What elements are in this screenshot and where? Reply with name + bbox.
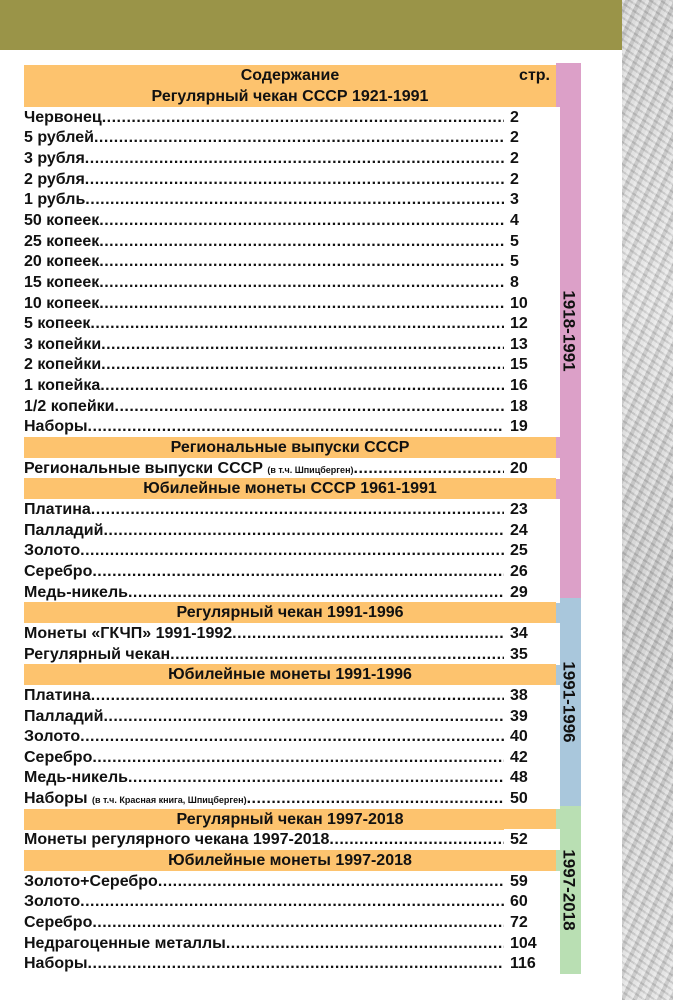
toc-entry[interactable] <box>24 293 556 314</box>
toc-entry[interactable] <box>24 169 556 190</box>
toc-entry[interactable] <box>24 933 556 954</box>
side-period-text: 1918-1991 <box>559 289 579 372</box>
section-title: Юбилейные монеты 1997-2018 <box>168 852 412 870</box>
page-column-header: стр. <box>519 67 550 84</box>
toc-entry-text: 25 копеек <box>24 232 100 250</box>
toc-entry-text: Платина <box>24 501 91 518</box>
toc-entry-page: 19 <box>504 416 560 437</box>
contents-header <box>24 65 556 86</box>
toc-entry-page: 5 <box>504 231 560 252</box>
toc-entry-label <box>24 127 504 148</box>
toc-entry[interactable] <box>24 871 556 892</box>
toc-entry[interactable] <box>24 396 556 417</box>
toc-entry[interactable] <box>24 540 556 561</box>
toc-entry[interactable] <box>24 313 556 334</box>
toc-entry-text: Червонец <box>24 108 102 126</box>
toc-entry[interactable] <box>24 251 556 272</box>
toc-entry-text: Недрагоценные металлы <box>24 934 226 952</box>
toc-entry-text: Палладий <box>24 521 104 539</box>
toc-entry-page: 4 <box>504 210 560 231</box>
toc-entry-page: 116 <box>504 953 560 974</box>
section-title: Регулярный чекан 1997-2018 <box>176 810 404 828</box>
toc-entry-text: 2 рубля <box>24 170 85 188</box>
toc-entry-page: 18 <box>504 396 560 417</box>
toc-entry-text: Палладий <box>24 707 104 725</box>
toc-entry-text: Золото <box>24 893 81 911</box>
toc-entry-text: 5 копеек <box>24 315 91 333</box>
toc-entry-page: 15 <box>504 354 560 375</box>
toc-entry-page: 26 <box>504 561 560 582</box>
toc-entry[interactable] <box>24 953 556 974</box>
toc-entry-label <box>24 540 504 561</box>
toc-entry[interactable] <box>24 148 556 169</box>
toc-entry-page: 3 <box>504 189 560 210</box>
toc-entry[interactable] <box>24 520 556 541</box>
toc-entry-label <box>24 767 504 788</box>
toc-entry-text: 20 копеек <box>24 253 100 271</box>
toc-entry[interactable] <box>24 706 556 727</box>
toc-entry-text: Монеты «ГКЧП» 1991-1992 <box>24 624 233 642</box>
toc-entry[interactable] <box>24 829 556 850</box>
toc-entry-label <box>24 169 504 190</box>
silver-texture-strip <box>622 0 673 1000</box>
toc-entry-label <box>24 231 504 252</box>
toc-entry-page: 60 <box>504 891 560 912</box>
toc-entry-label <box>24 458 504 481</box>
toc-entry-page: 104 <box>504 933 560 954</box>
toc-entry-label <box>24 354 504 375</box>
toc-entry-note: (в т.ч. Шпицберген) <box>267 464 354 475</box>
toc-entry-label <box>24 871 504 892</box>
toc-entry[interactable] <box>24 582 556 603</box>
toc-entry-label <box>24 148 504 169</box>
toc-entry-page: 13 <box>504 334 560 355</box>
toc-entry[interactable] <box>24 127 556 148</box>
section-heading <box>24 86 556 107</box>
toc-entry-label <box>24 726 504 747</box>
toc-entry-text: 15 копеек <box>24 273 100 291</box>
toc-entry-page: 2 <box>504 107 560 128</box>
toc-entry-text: Серебро <box>24 748 93 766</box>
toc-entry-text: 1/2 копейки <box>24 397 115 415</box>
section-heading <box>24 664 556 685</box>
toc-entry-label <box>24 933 504 954</box>
toc-entry-page: 52 <box>504 829 560 850</box>
toc-entry[interactable] <box>24 499 556 520</box>
toc-entry-label <box>24 520 504 541</box>
toc-entry[interactable] <box>24 458 556 479</box>
toc-entry-page: 42 <box>504 747 560 768</box>
toc-entry-label <box>24 912 504 933</box>
toc-entry-page: 25 <box>504 540 560 561</box>
toc-entry-page: 38 <box>504 685 560 706</box>
toc-entry-label <box>24 953 504 974</box>
toc-entry-text: Регулярный чекан <box>24 645 171 663</box>
toc-entry-text: Медь-никель <box>24 583 128 601</box>
section-heading <box>24 437 556 458</box>
section-title: Юбилейные монеты 1991-1996 <box>168 666 412 684</box>
toc-entry[interactable] <box>24 107 556 128</box>
toc-entry-label <box>24 375 504 396</box>
toc-entry-page: 24 <box>504 520 560 541</box>
toc-entry-text: Серебро <box>24 562 93 580</box>
toc-entry-label <box>24 582 504 603</box>
toc-entry-text: Монеты регулярного чекана 1997-2018 <box>24 831 330 849</box>
toc-entry-page: 2 <box>504 127 560 148</box>
toc-entry[interactable] <box>24 416 556 437</box>
toc-entry-page: 20 <box>504 458 560 479</box>
toc-entry-label <box>24 313 504 334</box>
toc-entry[interactable] <box>24 747 556 768</box>
toc-entry-label <box>24 334 504 355</box>
toc-entry[interactable] <box>24 644 556 665</box>
toc-entry-label <box>24 189 504 210</box>
toc-entry-text: Наборы <box>24 955 88 973</box>
section-heading <box>24 809 556 830</box>
toc-entry-page: 10 <box>504 293 560 314</box>
toc-entry-page: 2 <box>504 148 560 169</box>
toc-entry-page: 8 <box>504 272 560 293</box>
toc-entry-label <box>24 623 504 644</box>
toc-entry-label <box>24 210 504 231</box>
section-heading <box>24 478 556 499</box>
toc-entry[interactable] <box>24 767 556 788</box>
toc-entry[interactable] <box>24 272 556 293</box>
toc-entry-page: 16 <box>504 375 560 396</box>
toc-entry-page: 5 <box>504 251 560 272</box>
toc-entry-label <box>24 891 504 912</box>
toc-entry-page: 59 <box>504 871 560 892</box>
toc-entry-page: 40 <box>504 726 560 747</box>
section-title: Региональные выпуски СССР <box>170 439 410 457</box>
toc-entry-label <box>24 685 504 706</box>
side-period-text: 1991-1996 <box>559 661 579 743</box>
section-heading <box>24 602 556 623</box>
toc-entry[interactable] <box>24 685 556 706</box>
toc-entry-page: 2 <box>504 169 560 190</box>
toc-entry-text: 5 рублей <box>24 129 94 147</box>
toc-entry-label <box>24 251 504 272</box>
toc-entry-page: 34 <box>504 623 560 644</box>
contents-title: Содержание <box>240 67 340 84</box>
toc-entry-text: 3 копейки <box>24 335 102 353</box>
toc-entry-label <box>24 499 504 520</box>
toc-entry[interactable] <box>24 354 556 375</box>
toc-entry-text: Золото <box>24 542 81 560</box>
toc-entry-label <box>24 272 504 293</box>
toc-entry-page: 72 <box>504 912 560 933</box>
toc-entry[interactable] <box>24 189 556 210</box>
toc-entry-label <box>24 396 504 417</box>
toc-entry-label <box>24 561 504 582</box>
top-color-bar <box>0 0 622 50</box>
toc-entry-text: Серебро <box>24 914 93 931</box>
toc-entry-label <box>24 107 504 128</box>
toc-entry-text: Наборы <box>24 790 88 808</box>
toc-entry-page: 35 <box>504 644 560 665</box>
toc-entry[interactable] <box>24 788 556 809</box>
toc-entry-text: 3 рубля <box>24 149 85 167</box>
section-title: Регулярный чекан 1991-1996 <box>176 604 404 622</box>
toc-entry[interactable] <box>24 561 556 582</box>
toc-entry-label <box>24 644 504 665</box>
toc-entry-label <box>24 706 504 727</box>
toc-entry-text: 2 копейки <box>24 356 102 374</box>
toc-entry-page: 29 <box>504 582 560 603</box>
toc-entry-page: 50 <box>504 788 560 809</box>
toc-entry-text: 1 рубль <box>24 191 86 209</box>
toc-entry-text: Золото+Серебро <box>24 872 158 890</box>
section-heading <box>24 850 556 871</box>
toc-entry-label <box>24 788 504 811</box>
toc-entry-text: Региональные выпуски СССР <box>24 459 263 477</box>
toc-entry-text: 50 копеек <box>24 211 100 229</box>
toc-entry-text: Наборы <box>24 418 88 436</box>
toc-entry-page: 39 <box>504 706 560 727</box>
toc-entry-text: 1 копейка <box>24 377 101 395</box>
toc-entry[interactable] <box>24 726 556 747</box>
toc-entry-label <box>24 293 504 314</box>
toc-entry-text: Золото <box>24 728 81 746</box>
toc-entry-label <box>24 416 504 437</box>
toc-entry-text: Медь-никель <box>24 769 128 787</box>
toc-entry[interactable] <box>24 375 556 396</box>
side-period-text: 1997-2018 <box>559 849 579 931</box>
toc-entry[interactable] <box>24 210 556 231</box>
toc-entry[interactable] <box>24 334 556 355</box>
toc-entry-page: 48 <box>504 767 560 788</box>
toc-entry[interactable] <box>24 912 556 933</box>
toc-entry-text: Платина <box>24 686 91 704</box>
toc-entry[interactable] <box>24 623 556 644</box>
section-title: Регулярный чекан СССР 1921-1991 <box>151 88 429 105</box>
toc-entry-label <box>24 829 504 850</box>
toc-entry-note: (в т.ч. Красная книга, Шпицберген) <box>92 795 247 806</box>
toc-entry[interactable] <box>24 231 556 252</box>
toc-entry-label <box>24 747 504 768</box>
toc-entry-page: 12 <box>504 313 560 334</box>
toc-entry[interactable] <box>24 891 556 912</box>
toc-entry-text: 10 копеек <box>24 294 100 312</box>
toc-entry-page: 23 <box>504 499 560 520</box>
section-title: Юбилейные монеты СССР 1961-1991 <box>143 480 437 498</box>
